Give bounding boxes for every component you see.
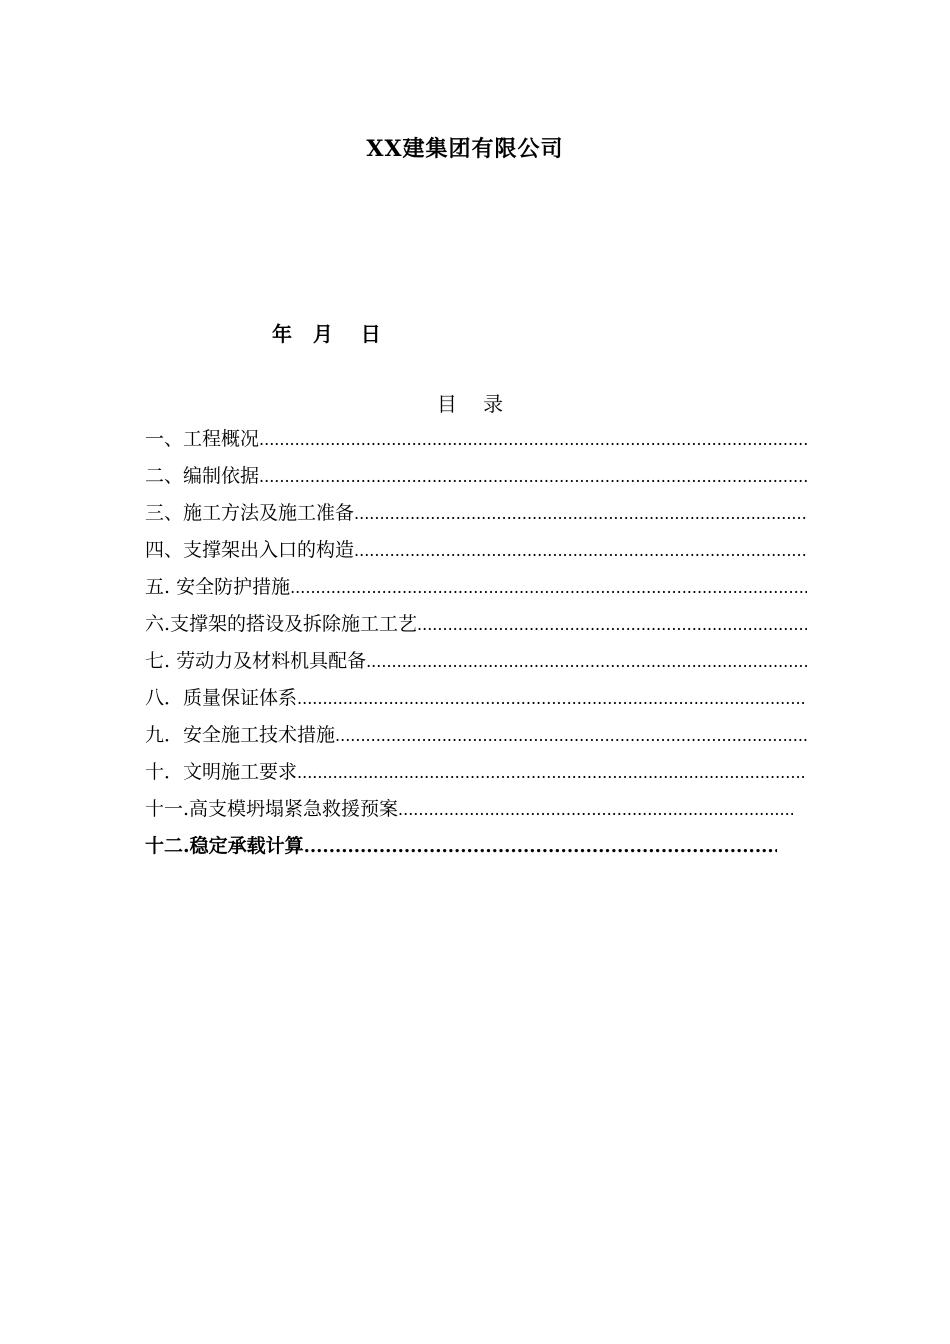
date-line: 年 月 日 xyxy=(272,322,381,346)
toc-leader-dots xyxy=(297,689,807,708)
company-name: XX建集团有限公司 xyxy=(366,136,564,162)
toc-item-label: 三、施工方法及施工准备 xyxy=(145,502,355,524)
toc-leader-dots xyxy=(259,430,807,449)
toc-item-label: 十二.稳定承载计算 xyxy=(145,835,304,857)
toc-item xyxy=(145,683,807,720)
toc-leader-dots xyxy=(398,800,793,819)
toc-item-label: 十一.高支模坍塌紧急救援预案 xyxy=(145,798,399,820)
toc-leader-dots xyxy=(335,726,807,745)
toc-item-label: 十．文明施工要求 xyxy=(145,761,298,783)
toc-leader-dots xyxy=(259,467,807,486)
toc-leader-dots xyxy=(366,652,807,671)
toc-item xyxy=(145,831,777,868)
toc-leader-dots xyxy=(304,836,777,857)
toc-item xyxy=(145,461,807,498)
toc-item xyxy=(145,572,807,609)
toc-item-label: 四、支撑架出入口的构造 xyxy=(145,539,355,561)
toc-item-label: 二、编制依据 xyxy=(145,465,260,487)
toc-item xyxy=(145,794,793,831)
toc-item-label: 一、工程概况 xyxy=(145,428,260,450)
toc-item-label: 六.支撑架的搭设及拆除施工工艺 xyxy=(145,613,418,635)
toc-item xyxy=(145,535,807,572)
toc-leader-dots xyxy=(354,541,807,560)
toc-leader-dots xyxy=(290,578,807,597)
toc-item xyxy=(145,757,807,794)
toc-leader-dots xyxy=(297,763,807,782)
toc-item xyxy=(145,609,807,646)
toc-item-label: 八．质量保证体系 xyxy=(145,687,298,709)
toc-item xyxy=(145,646,807,683)
toc-item xyxy=(145,424,807,461)
toc-leader-dots xyxy=(417,615,807,634)
toc-item-label: 五. 安全防护措施 xyxy=(145,576,291,598)
toc-item xyxy=(145,498,807,535)
toc-item-label: 九．安全施工技术措施 xyxy=(145,724,336,746)
table-of-contents xyxy=(145,424,807,868)
toc-item-label: 七. 劳动力及材料机具配备 xyxy=(145,650,367,672)
toc-leader-dots xyxy=(354,504,807,523)
toc-item xyxy=(145,720,807,757)
toc-title: 目 录 xyxy=(436,392,514,416)
